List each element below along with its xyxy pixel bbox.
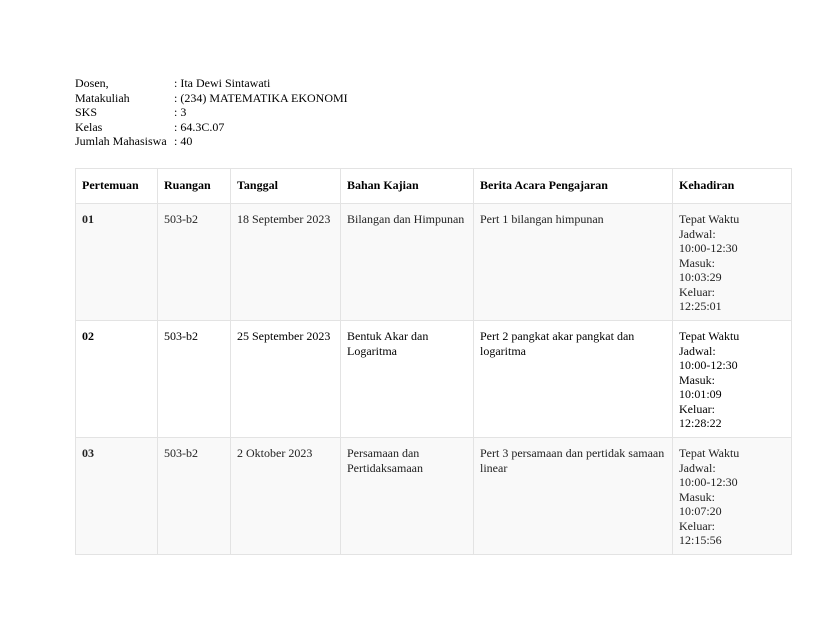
kehadiran-status: Tepat Waktu	[679, 329, 740, 343]
table-header-row	[76, 169, 792, 204]
cell-tanggal: 25 September 2023	[231, 321, 341, 438]
cell-pertemuan: 03	[76, 438, 158, 555]
table-row	[76, 204, 792, 321]
info-value: : 3	[174, 105, 187, 120]
info-value: : 40	[174, 134, 193, 149]
cell-ruangan: 503-b2	[158, 321, 231, 438]
course-info	[75, 76, 348, 149]
cell-kehadiran	[673, 438, 792, 555]
cell-bahan-kajian: Bentuk Akar dan Logaritma	[341, 321, 474, 438]
info-value: : 64.3C.07	[174, 119, 225, 134]
attendance-table	[75, 168, 792, 555]
info-row-sks	[75, 105, 348, 120]
cell-kehadiran	[673, 204, 792, 321]
cell-tanggal: 18 September 2023	[231, 204, 341, 321]
info-row-matakuliah	[75, 91, 348, 106]
cell-berita-acara: Pert 3 persamaan dan pertidak samaan linear	[474, 438, 673, 555]
cell-berita-acara: Pert 1 bilangan himpunan	[474, 204, 673, 321]
cell-tanggal: 2 Oktober 2023	[231, 438, 341, 555]
kehadiran-keluar-label: Keluar:	[679, 518, 715, 533]
column-header-tanggal: Tanggal	[231, 169, 341, 204]
kehadiran-masuk-label: Masuk:	[679, 255, 715, 270]
kehadiran-jadwal-value: 10:00-12:30	[679, 241, 738, 255]
cell-ruangan: 503-b2	[158, 204, 231, 321]
column-header-bahan-kajian: Bahan Kajian	[341, 169, 474, 204]
kehadiran-keluar-value: 12:28:22	[679, 416, 722, 430]
info-value: : (234) MATEMATIKA EKONOMI	[174, 90, 348, 105]
info-value: : Ita Dewi Sintawati	[174, 76, 271, 90]
info-row-kelas	[75, 120, 348, 135]
cell-pertemuan: 01	[76, 204, 158, 321]
kehadiran-jadwal-label: Jadwal:	[679, 343, 716, 358]
column-header-kehadiran: Kehadiran	[673, 169, 792, 204]
kehadiran-jadwal-label: Jadwal:	[679, 460, 716, 475]
kehadiran-masuk-value: 10:01:09	[679, 387, 722, 401]
kehadiran-masuk-value: 10:03:29	[679, 270, 722, 284]
kehadiran-status: Tepat Waktu	[679, 446, 740, 460]
column-header-berita-acara: Berita Acara Pengajaran	[474, 169, 673, 204]
kehadiran-keluar-label: Keluar:	[679, 401, 715, 416]
cell-bahan-kajian: Persamaan dan Pertidaksamaan	[341, 438, 474, 555]
info-label: Jumlah Mahasiswa	[75, 134, 167, 149]
kehadiran-jadwal-value: 10:00-12:30	[679, 358, 738, 372]
kehadiran-keluar-label: Keluar:	[679, 284, 715, 299]
cell-berita-acara: Pert 2 pangkat akar pangkat dan logaritma	[474, 321, 673, 438]
kehadiran-status: Tepat Waktu	[679, 212, 740, 226]
info-label: Matakuliah	[75, 90, 130, 105]
kehadiran-keluar-value: 12:15:56	[679, 533, 722, 547]
info-row-jumlah-mahasiswa	[75, 134, 348, 149]
cell-pertemuan: 02	[76, 321, 158, 438]
table-row	[76, 321, 792, 438]
kehadiran-jadwal-value: 10:00-12:30	[679, 475, 738, 489]
column-header-pertemuan: Pertemuan	[76, 169, 158, 204]
info-label: Kelas	[75, 119, 103, 134]
kehadiran-masuk-value: 10:07:20	[679, 504, 722, 518]
kehadiran-jadwal-label: Jadwal:	[679, 226, 716, 241]
info-row-dosen	[75, 76, 348, 91]
table-row	[76, 438, 792, 555]
kehadiran-keluar-value: 12:25:01	[679, 299, 722, 313]
column-header-ruangan: Ruangan	[158, 169, 231, 204]
kehadiran-masuk-label: Masuk:	[679, 372, 715, 387]
cell-kehadiran	[673, 321, 792, 438]
kehadiran-masuk-label: Masuk:	[679, 489, 715, 504]
cell-bahan-kajian: Bilangan dan Himpunan	[341, 204, 474, 321]
info-label: Dosen,	[75, 76, 109, 90]
cell-ruangan: 503-b2	[158, 438, 231, 555]
info-label: SKS	[75, 105, 98, 120]
